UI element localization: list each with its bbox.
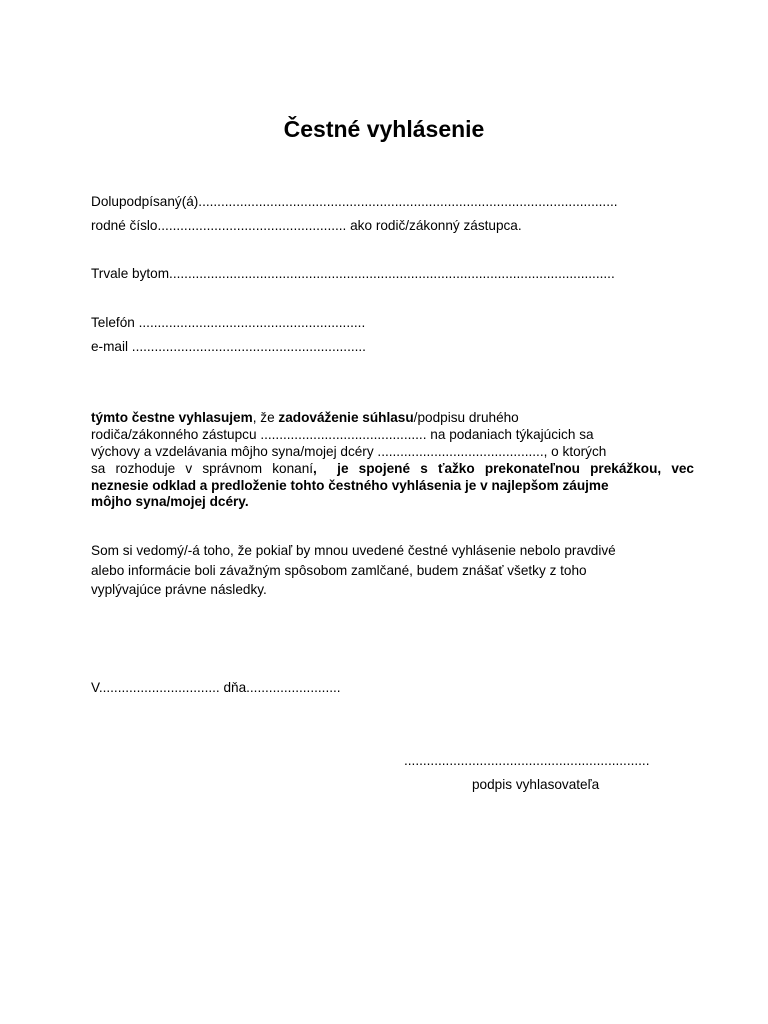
phone-field: Telefón ............................................................ <box>91 315 366 330</box>
declaration-line-2 <box>91 426 694 443</box>
word-group <box>362 410 465 425</box>
word: budem <box>416 563 459 578</box>
word: týmto <box>91 410 129 425</box>
word: a <box>143 444 152 459</box>
word: tohto <box>290 478 325 493</box>
word: čestne <box>131 410 175 425</box>
signature-line: ................................................................. <box>404 753 650 768</box>
awareness-line-2 <box>91 562 694 579</box>
word: vzdelávania <box>155 444 228 459</box>
declaration-line-1 <box>91 409 694 426</box>
word: dcéry <box>340 444 374 459</box>
word: čestné <box>407 543 448 558</box>
word: podaniach <box>449 427 512 442</box>
word: nebolo <box>519 543 561 558</box>
word: znášať <box>462 563 504 578</box>
word: zadováženie <box>278 410 359 425</box>
place-date-field: V................................ dňa......................... <box>91 680 341 695</box>
word: sa <box>579 427 594 442</box>
word: boli <box>194 563 216 578</box>
word: predloženie <box>211 478 287 493</box>
document-title: Čestné vyhlásenie <box>283 116 485 142</box>
word: neznesie <box>91 478 149 493</box>
word: vedomý/-á <box>136 543 200 558</box>
text-segment: sa rozhoduje v správnom konaní <box>91 461 314 476</box>
word: vyhlásenie <box>451 543 516 558</box>
word: v <box>480 478 488 493</box>
word: záujme <box>562 478 609 493</box>
birth-number-label: rodné číslo.................................................. <box>91 218 347 233</box>
word: že <box>237 543 252 558</box>
word: ............................................, <box>377 444 548 459</box>
word: toho <box>560 563 587 578</box>
word: všetky <box>507 563 546 578</box>
word: alebo <box>91 563 125 578</box>
awareness-line-3: vyplývajúce právne následky. <box>91 582 267 597</box>
word: na <box>430 427 446 442</box>
word: spôsobom <box>284 563 348 578</box>
word: týkajúcich <box>515 427 576 442</box>
birth-number-field <box>91 218 522 234</box>
word: informácie <box>128 563 191 578</box>
word: druhého <box>468 410 519 425</box>
word: že <box>260 410 275 425</box>
word: čestného <box>328 478 388 493</box>
word: syna/mojej <box>271 444 337 459</box>
word: vyhlasujem <box>178 410 253 425</box>
word: vyhlásenia <box>391 478 462 493</box>
word: by <box>296 543 311 558</box>
declaration-line-5 <box>91 477 694 494</box>
word: súhlasu <box>362 410 414 425</box>
word: rodiča/zákonného <box>91 427 199 442</box>
word-group <box>91 461 694 476</box>
word: najlepšom <box>491 478 559 493</box>
word: závažným <box>219 563 281 578</box>
word: pokiaľ <box>255 543 293 558</box>
word: , <box>252 410 257 425</box>
word: ............................................ <box>260 427 427 442</box>
declaration-line-6: môjho syna/mojej dcéry. <box>91 494 249 509</box>
word: môjho <box>230 444 268 459</box>
text-segment: , je spojené s ťažko prekonateľnou prekážkou, vec <box>313 461 694 476</box>
word: ktorých <box>562 444 607 459</box>
word-group <box>179 410 257 425</box>
residence-field: Trvale bytom...................................................................................................................... <box>91 266 615 281</box>
word: výchovy <box>91 444 141 459</box>
word: je <box>465 478 477 493</box>
email-field: e-mail .............................................................. <box>91 339 366 354</box>
word: mnou <box>314 543 349 558</box>
signature-label: podpis vyhlasovateľa <box>472 777 600 792</box>
awareness-line-1 <box>91 542 694 559</box>
word: zástupcu <box>202 427 257 442</box>
declaration-line-3 <box>91 443 694 460</box>
word: zamlčané, <box>350 563 413 578</box>
word: uvedené <box>351 543 405 558</box>
word: /podpisu <box>413 410 466 425</box>
word: toho, <box>203 543 234 558</box>
word: odklad <box>152 478 197 493</box>
word: z <box>549 563 557 578</box>
word: pravdivé <box>564 543 616 558</box>
undersigned-field: Dolupodpísaný(á)............................................................................................................... <box>91 194 618 209</box>
word: si <box>122 543 133 558</box>
guardian-role-text: ako rodič/zákonný zástupca. <box>346 218 522 233</box>
word: o <box>551 444 559 459</box>
declaration-line-4 <box>91 460 694 477</box>
word: a <box>199 478 208 493</box>
word: Som <box>91 543 119 558</box>
